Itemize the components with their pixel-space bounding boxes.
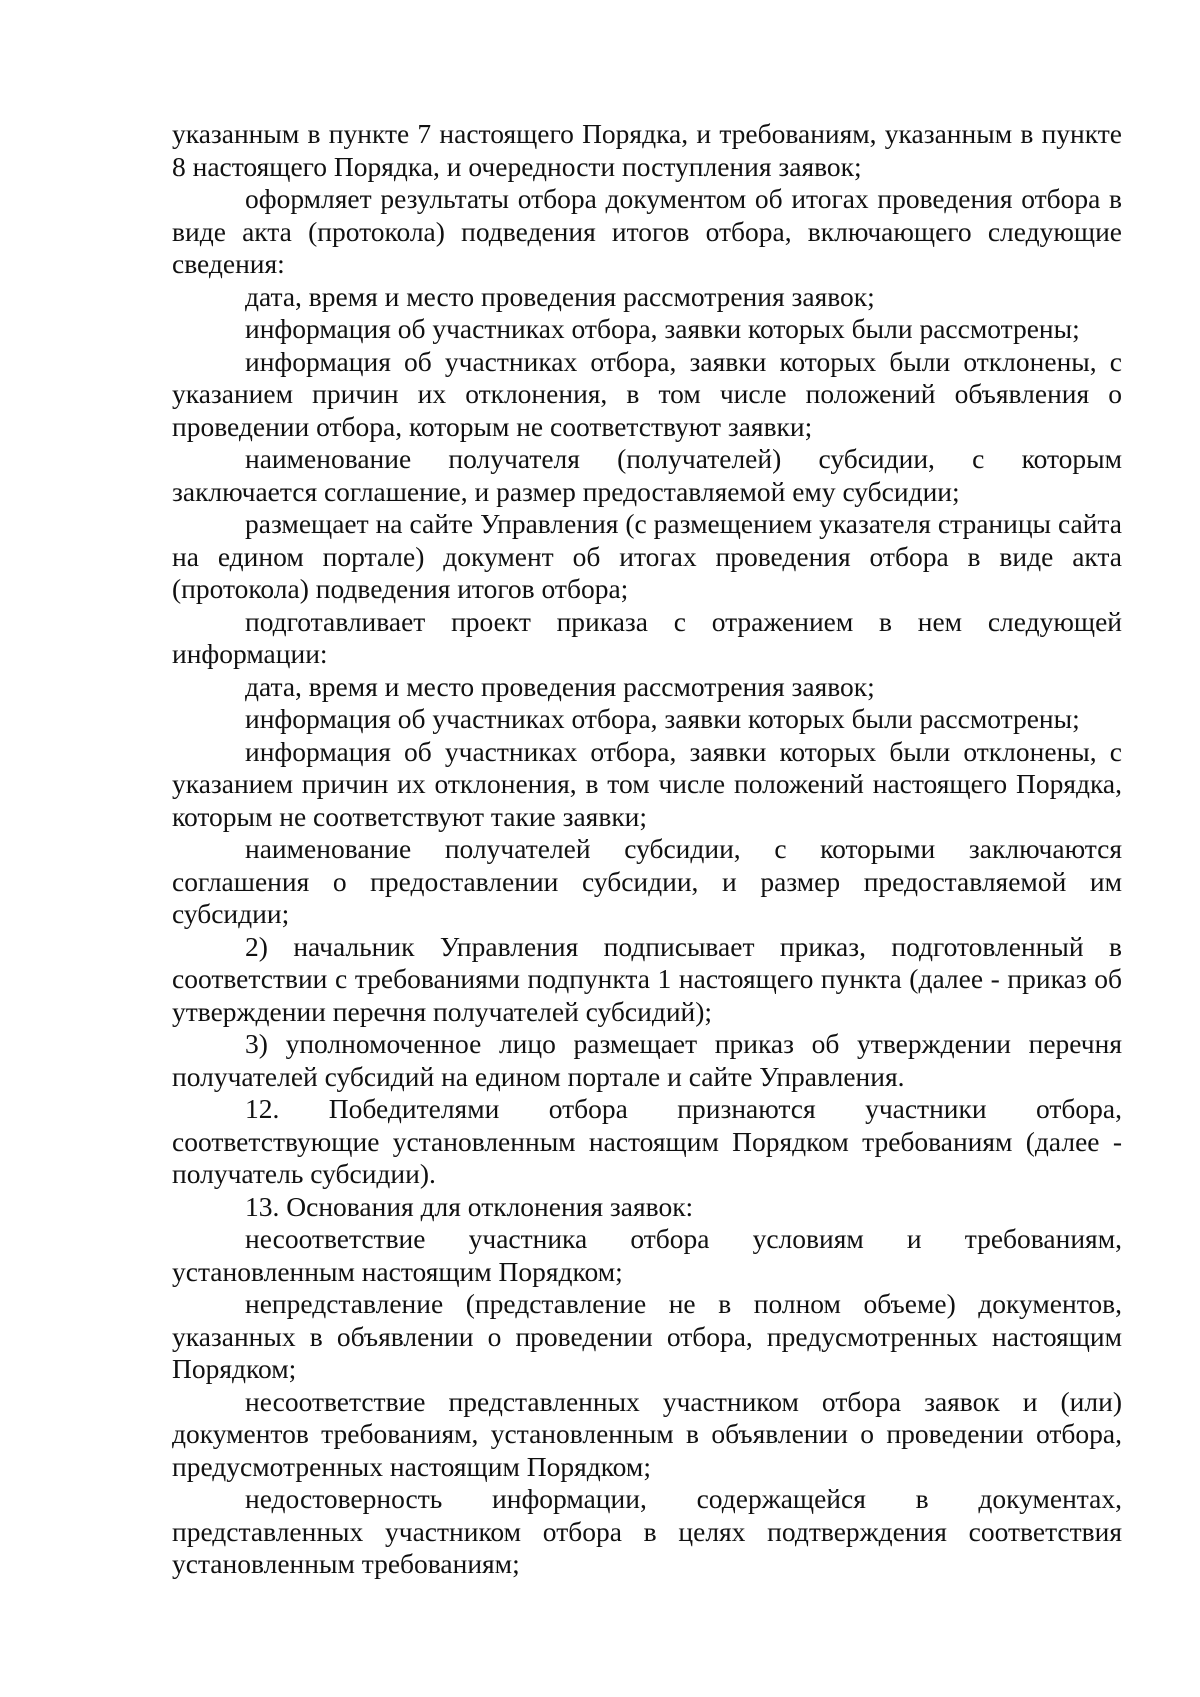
paragraph-date-time-place: дата, время и место проведения рассмотрения заявок; bbox=[245, 280, 875, 312]
paragraph-participants-reviewed: информация об участниках отбора, заявки которых были рассмотрены; bbox=[245, 313, 1080, 344]
paragraph-results-formalization: оформляет результаты отбора документом об итогах проведения отбора в виде акта (протокола) подведения итогов отбора, включающего следующие сведения: bbox=[172, 183, 1122, 279]
document-page bbox=[172, 118, 1122, 1581]
paragraph-participants-reviewed-2: информация об участниках отбора, заявки которых были рассмотрены; bbox=[245, 703, 1080, 734]
paragraph-documents-noncompliance: несоответствие представленных участником отбора заявок и (или) документов требованиям, установленным в объявлении о проведении отбора, предусмотренных настоящим Порядком; bbox=[172, 1385, 1122, 1482]
paragraph-section-12: 12. Победителями отбора признаются участники отбора, соответствующие установленным настоящим Порядком требованиям (далее - получатель субсидии). bbox=[172, 1093, 1122, 1189]
paragraph-item-2: 2) начальник Управления подписывает приказ, подготовленный в соответствии с требованиями подпункта 1 настоящего пункта (далее - приказ об утверждении перечня получателей субсидий); bbox=[172, 930, 1122, 1027]
paragraph-participants-rejected-2: информация об участниках отбора, заявки которых были отклонены, с указанием причин их отклонения, в том числе положений настоящего Порядка, которым не соответствуют такие заявки; bbox=[172, 735, 1122, 832]
paragraph-noncompliance: несоответствие участника отбора условиям и требованиям, установленным настоящим Порядком; bbox=[172, 1223, 1122, 1287]
paragraph-continuation: указанным в пункте 7 настоящего Порядка, и требованиям, указанным в пункте 8 настоящего Порядка, и очередности поступления заявок; bbox=[172, 118, 1122, 182]
paragraph-nonsubmission: непредставление (представление не в полном объеме) документов, указанных в объявлении о проведении отбора, предусмотренных настоящим Порядком; bbox=[172, 1288, 1122, 1384]
paragraph-participants-rejected: информация об участниках отбора, заявки которых были отклонены, с указанием причин их отклонения, в том числе положений объявления о проведении отбора, которым не соответствуют заявки; bbox=[172, 345, 1122, 442]
paragraph-prepare-order: подготавливает проект приказа с отражением в нем следующей информации: bbox=[172, 605, 1122, 669]
paragraph-date-time-place-2: дата, время и место проведения рассмотрения заявок; bbox=[245, 670, 875, 702]
paragraph-recipients-names: наименование получателей субсидии, с которыми заключаются соглашения о предоставлении субсидии, и размер предоставляемой им субсидии; bbox=[172, 833, 1122, 929]
paragraph-recipient-name: наименование получателя (получателей) субсидии, с которым заключается соглашение, и размер предоставляемой ему субсидии; bbox=[172, 443, 1122, 507]
paragraph-item-3: 3) уполномоченное лицо размещает приказ об утверждении перечня получателей субсидий на едином портале и сайте Управления. bbox=[172, 1028, 1122, 1092]
paragraph-section-13: 13. Основания для отклонения заявок: bbox=[245, 1190, 694, 1222]
paragraph-unreliable-info: недостоверность информации, содержащейся в документах, представленных участником отбора в целях подтверждения соответствия установленным требованиям; bbox=[172, 1483, 1122, 1579]
paragraph-publish-on-site: размещает на сайте Управления (с размещением указателя страницы сайта на едином портале) документ об итогах проведения отбора в виде акта (протокола) подведения итогов отбора; bbox=[172, 508, 1122, 604]
